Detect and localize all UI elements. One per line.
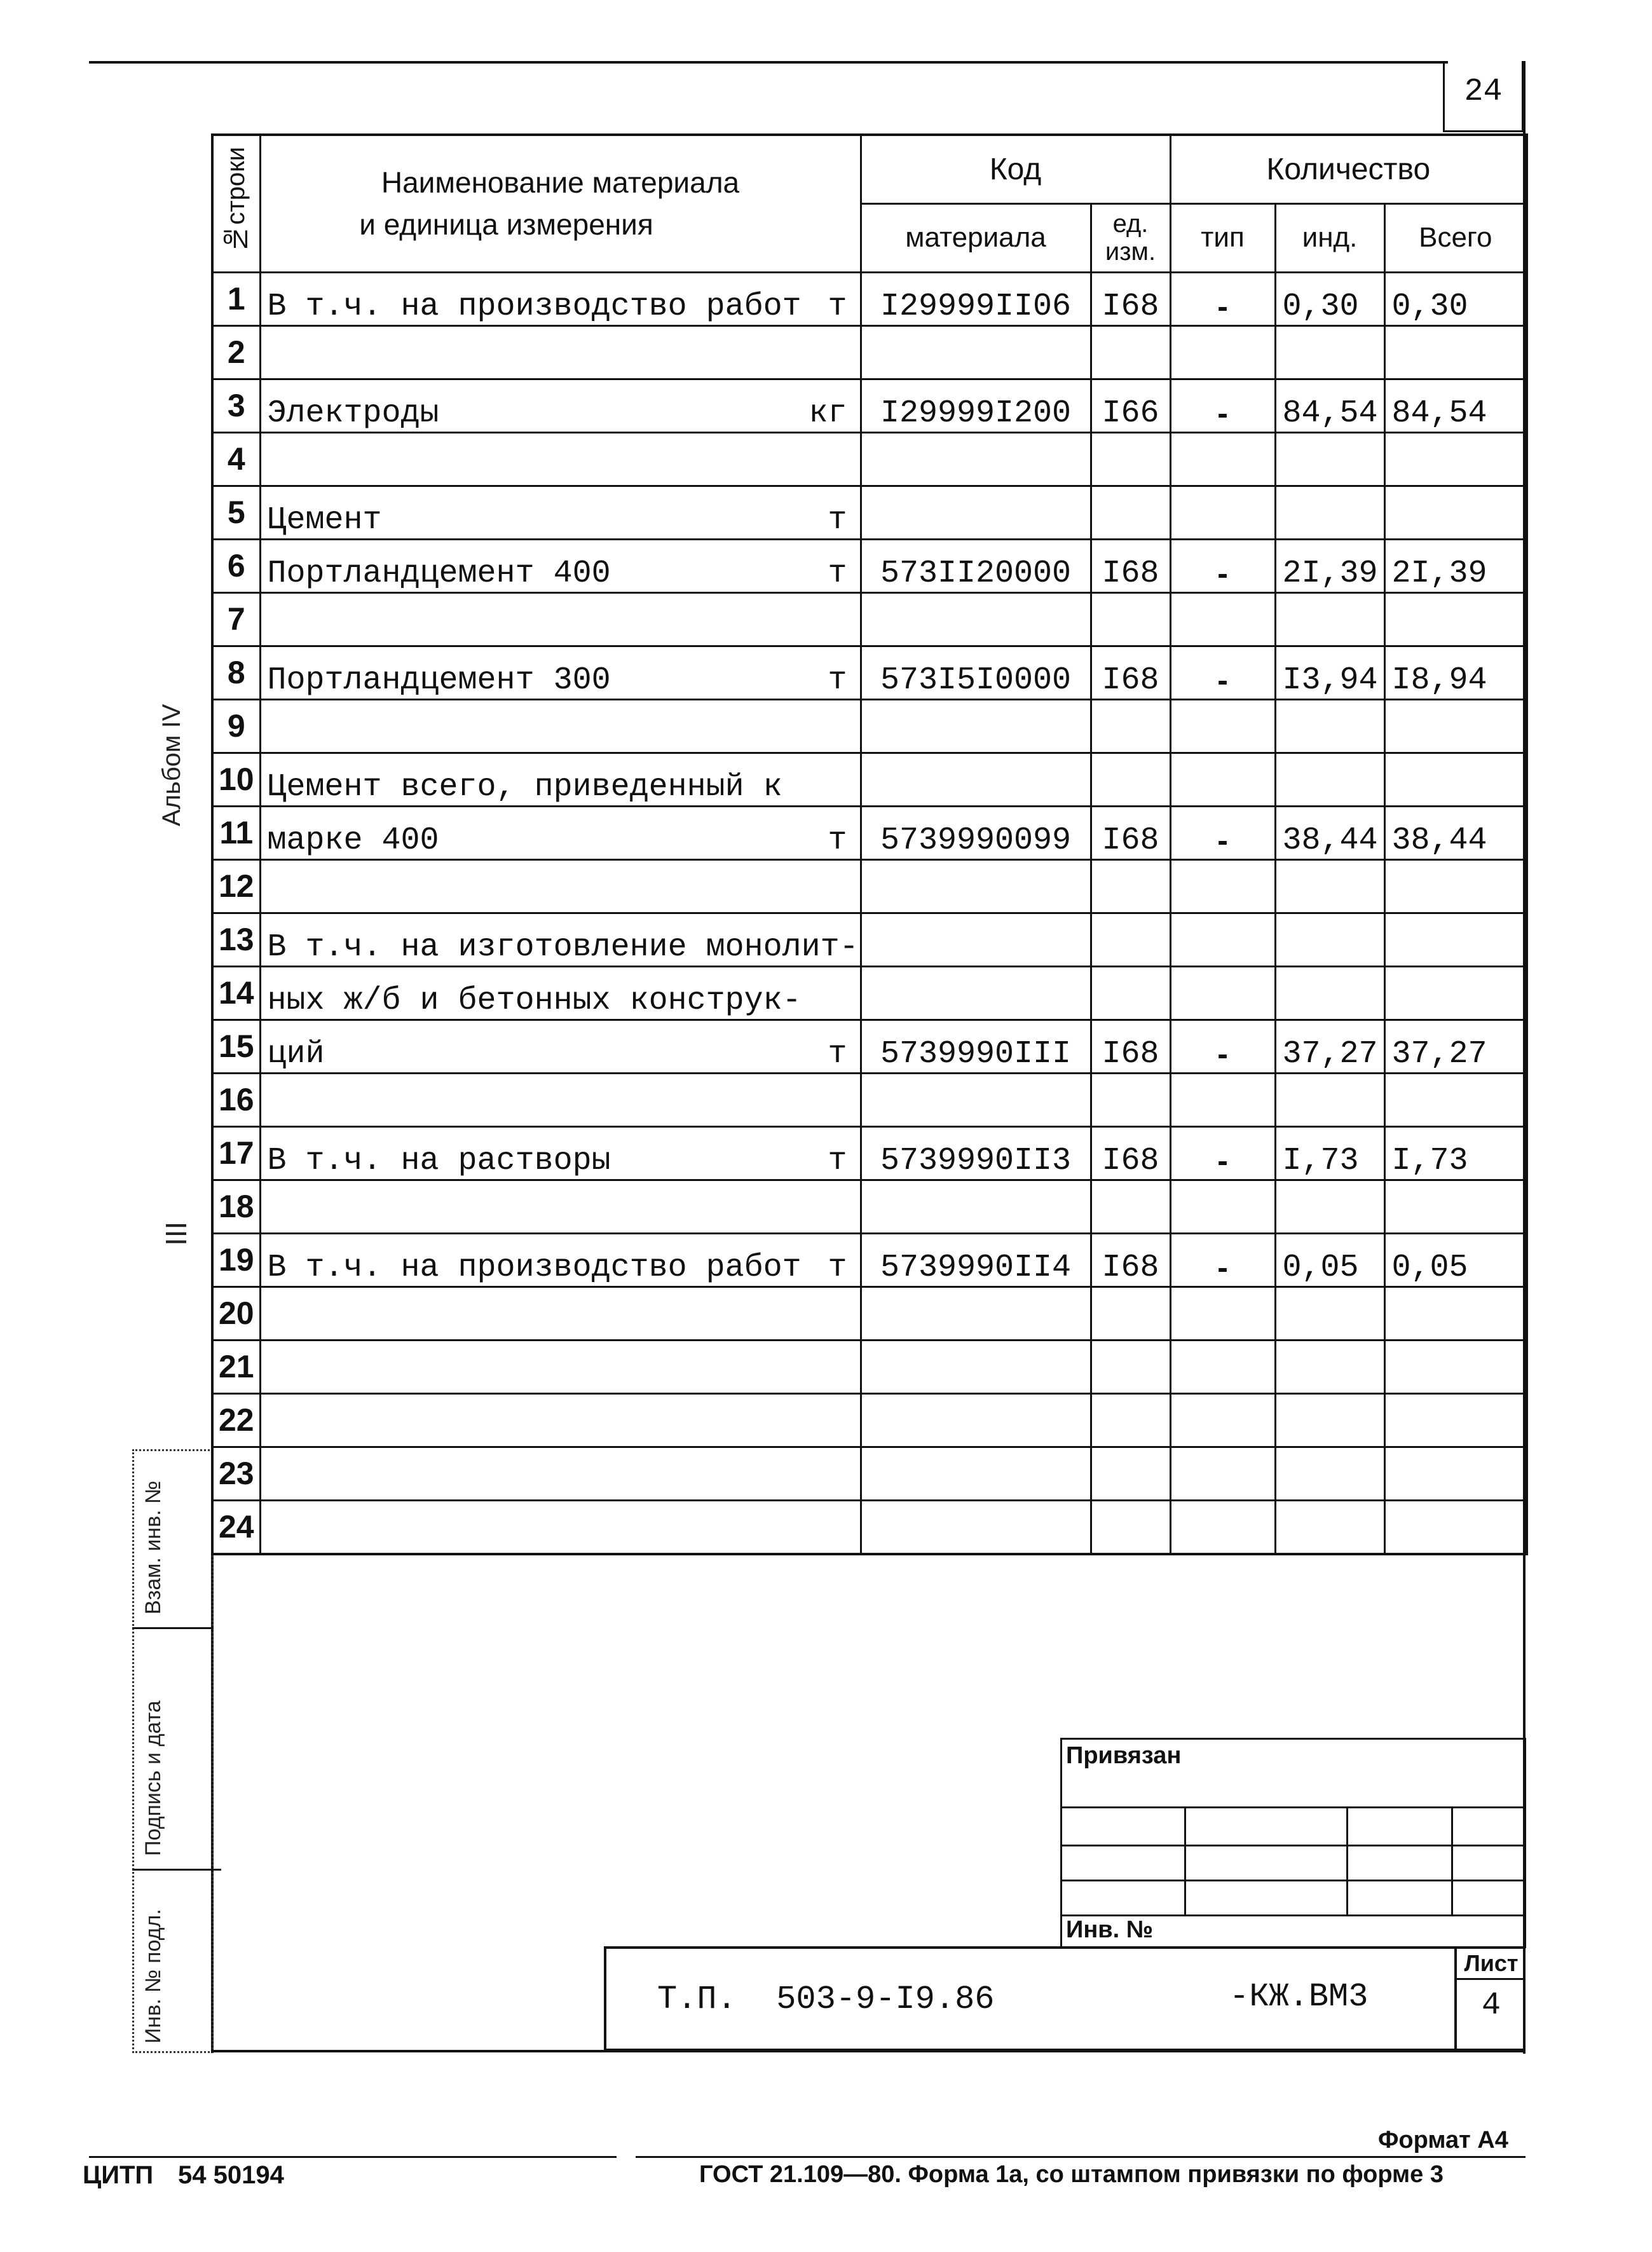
qty-total (1384, 1340, 1527, 1393)
qty-type (1170, 1180, 1275, 1233)
material-name-cell (260, 1500, 861, 1554)
material-name-cell (260, 325, 861, 379)
qty-type (1170, 592, 1275, 646)
table-row (212, 1073, 1527, 1126)
inv-podl-label: Инв. № подл. (141, 1909, 165, 2044)
material-name-cell (260, 753, 861, 806)
binding-stamp (1060, 1738, 1526, 1948)
doc-suffix: -КЖ.ВМ3 (1229, 1978, 1369, 2016)
table-row (212, 539, 1527, 592)
page-number-box (1443, 61, 1524, 132)
material-code (861, 592, 1091, 646)
qty-type (1170, 699, 1275, 753)
qty-type (1170, 966, 1275, 1020)
qty-type: - (1170, 379, 1275, 432)
qty-type: - (1170, 272, 1275, 325)
qty-total: 38,44 (1384, 806, 1527, 859)
qty-total (1384, 859, 1527, 913)
material-code: 5739990099 (861, 806, 1091, 859)
row-number: 17 (212, 1126, 260, 1180)
material-code (861, 966, 1091, 1020)
material-code (861, 913, 1091, 966)
material-code (861, 432, 1091, 486)
unit-code: I68 (1091, 1233, 1170, 1286)
row-number: 3 (212, 379, 260, 432)
qty-total: 0,05 (1384, 1233, 1527, 1286)
qty-total (1384, 913, 1527, 966)
material-unit: т (828, 288, 847, 325)
qty-ind: 84,54 (1275, 379, 1384, 432)
unit-code (1091, 592, 1170, 646)
material-unit: т (828, 1249, 847, 1286)
row-number: 24 (212, 1500, 260, 1554)
sheet-box (1454, 1946, 1526, 2051)
table-row (212, 1447, 1527, 1500)
table-row (212, 1500, 1527, 1554)
material-name-cell (260, 1180, 861, 1233)
qty-type (1170, 1073, 1275, 1126)
unit-code: I68 (1091, 1020, 1170, 1073)
material-name-cell (260, 1286, 861, 1340)
material-code: 573I5I0000 (861, 646, 1091, 699)
row-number: 8 (212, 646, 260, 699)
qty-ind (1275, 1286, 1384, 1340)
qty-total-header: Всего (1384, 203, 1527, 272)
row-number: 10 (212, 753, 260, 806)
material-name-cell (260, 1126, 861, 1180)
row-number: 7 (212, 592, 260, 646)
material-code (861, 1286, 1091, 1340)
material-name: марке 400 (267, 822, 439, 859)
material-name-cell (260, 1340, 861, 1393)
unit-code (1091, 966, 1170, 1020)
table-row (212, 1126, 1527, 1180)
unit-code-header: ед. изм. (1091, 203, 1170, 272)
row-number-header: №строки (212, 135, 260, 272)
qty-type (1170, 325, 1275, 379)
row-number: 19 (212, 1233, 260, 1286)
material-name: В т.ч. на производство работ (267, 288, 802, 325)
material-unit: т (828, 555, 847, 592)
material-unit: т (828, 662, 847, 699)
material-code: I29999I200 (861, 379, 1091, 432)
material-name: Электроды (267, 395, 439, 432)
qty-ind: 2I,39 (1275, 539, 1384, 592)
doc-code: Т.П. 503-9-I9.86 (657, 1981, 995, 2018)
material-code: 5739990III (861, 1020, 1091, 1073)
qty-ind: I3,94 (1275, 646, 1384, 699)
unit-code: I68 (1091, 806, 1170, 859)
unit-code (1091, 1073, 1170, 1126)
unit-code: I68 (1091, 539, 1170, 592)
table-row (212, 913, 1527, 966)
unit-code: I68 (1091, 272, 1170, 325)
qty-ind (1275, 592, 1384, 646)
materials-table (211, 133, 1528, 1555)
table-row (212, 859, 1527, 913)
material-code: 5739990II3 (861, 1126, 1091, 1180)
page-number: 24 (1464, 74, 1503, 110)
qty-total (1384, 592, 1527, 646)
side-divider-1 (132, 1627, 214, 1629)
row-number: 15 (212, 1020, 260, 1073)
material-name: Портландцемент 400 (267, 555, 611, 592)
qty-type: - (1170, 539, 1275, 592)
footer-format: Формат А4 (1378, 2127, 1508, 2153)
material-name-cell (260, 646, 861, 699)
material-name: ных ж/б и бетонных конструк- (267, 982, 802, 1019)
material-name: ций (267, 1035, 325, 1072)
material-name-cell (260, 1020, 861, 1073)
unit-code (1091, 1286, 1170, 1340)
table-row (212, 432, 1527, 486)
qty-type (1170, 432, 1275, 486)
table-row (212, 486, 1527, 539)
qty-type (1170, 1340, 1275, 1393)
material-name-cell (260, 592, 861, 646)
row-number: 5 (212, 486, 260, 539)
unit-code: I68 (1091, 1126, 1170, 1180)
unit-code (1091, 325, 1170, 379)
title-block (604, 1946, 1526, 2051)
material-code (861, 859, 1091, 913)
qty-type (1170, 859, 1275, 913)
qty-type (1170, 486, 1275, 539)
privyazan-label: Привязан (1062, 1739, 1526, 1808)
table-row (212, 1393, 1527, 1447)
qty-total (1384, 966, 1527, 1020)
qty-total: I,73 (1384, 1126, 1527, 1180)
material-name-cell (260, 966, 861, 1020)
footer-rule-right (636, 2156, 1526, 2158)
code-material-header: материала (861, 203, 1091, 272)
material-name-cell (260, 272, 861, 325)
qty-type (1170, 1286, 1275, 1340)
album-label: Альбом IV (158, 704, 186, 826)
material-code: 573II20000 (861, 539, 1091, 592)
qty-type: - (1170, 1233, 1275, 1286)
material-name-cell (260, 806, 861, 859)
unit-code (1091, 1340, 1170, 1393)
qty-ind (1275, 1393, 1384, 1447)
qty-ind (1275, 966, 1384, 1020)
qty-type (1170, 753, 1275, 806)
qty-ind (1275, 913, 1384, 966)
row-number: 4 (212, 432, 260, 486)
unit-code (1091, 1500, 1170, 1554)
row-number: 6 (212, 539, 260, 592)
qty-ind (1275, 325, 1384, 379)
material-name: Портландцемент 300 (267, 662, 611, 699)
qty-type: - (1170, 646, 1275, 699)
unit-code (1091, 699, 1170, 753)
material-name-cell (260, 1073, 861, 1126)
code-header: Код (861, 135, 1170, 203)
table-row (212, 1180, 1527, 1233)
row-number: 13 (212, 913, 260, 966)
qty-ind: 38,44 (1275, 806, 1384, 859)
material-name: В т.ч. на растворы (267, 1142, 611, 1179)
table-row (212, 966, 1527, 1020)
material-name-cell (260, 913, 861, 966)
material-code (861, 753, 1091, 806)
qty-total: 0,30 (1384, 272, 1527, 325)
table-row (212, 592, 1527, 646)
qty-total: I8,94 (1384, 646, 1527, 699)
qty-total (1384, 1393, 1527, 1447)
table-row (212, 699, 1527, 753)
unit-code (1091, 486, 1170, 539)
material-code (861, 1447, 1091, 1500)
table-row (212, 806, 1527, 859)
qty-total (1384, 325, 1527, 379)
table-row (212, 1020, 1527, 1073)
material-name: Цемент (267, 502, 382, 538)
material-name-cell (260, 1447, 861, 1500)
material-name-cell (260, 699, 861, 753)
qty-type: - (1170, 1020, 1275, 1073)
unit-code (1091, 1180, 1170, 1233)
row-number: 1 (212, 272, 260, 325)
roman-label: III (160, 1221, 193, 1246)
material-code: 5739990II4 (861, 1233, 1091, 1286)
vzam-label: Взам. инв. № (141, 1480, 165, 1614)
qty-type: - (1170, 1126, 1275, 1180)
sheet-label: Лист (1457, 1946, 1526, 1980)
qty-total (1384, 1286, 1527, 1340)
qty-ind: 37,27 (1275, 1020, 1384, 1073)
row-number: 2 (212, 325, 260, 379)
qty-type (1170, 1393, 1275, 1447)
qty-total: 2I,39 (1384, 539, 1527, 592)
unit-code: I66 (1091, 379, 1170, 432)
inv-no-label: Инв. № (1062, 1916, 1526, 1948)
qty-type: - (1170, 806, 1275, 859)
material-name: В т.ч. на производство работ (267, 1249, 802, 1286)
material-unit: т (828, 502, 847, 538)
qty-type (1170, 1500, 1275, 1554)
material-code (861, 1340, 1091, 1393)
footer-org: ЦИТП (83, 2161, 154, 2189)
material-name-cell (260, 1393, 861, 1447)
qty-ind (1275, 1500, 1384, 1554)
table-row (212, 646, 1527, 699)
footer-rule-left (89, 2156, 617, 2158)
row-number: 18 (212, 1180, 260, 1233)
row-number: 23 (212, 1447, 260, 1500)
footer-gost: ГОСТ 21.109—80. Форма 1а, со штампом привязки по форме 3 (699, 2161, 1444, 2188)
qty-total (1384, 432, 1527, 486)
name-header: Наименование материала и единица измерения (260, 135, 861, 272)
material-name: Цемент всего, приведенный к (267, 768, 782, 805)
table-row (212, 379, 1527, 432)
qty-total (1384, 486, 1527, 539)
qty-ind (1275, 432, 1384, 486)
sheet-number: 4 (1481, 1988, 1501, 2024)
qty-total: 84,54 (1384, 379, 1527, 432)
footer-order: 54 50194 (178, 2161, 284, 2189)
material-code (861, 325, 1091, 379)
material-name-cell (260, 539, 861, 592)
qty-total (1384, 699, 1527, 753)
material-name-cell (260, 432, 861, 486)
row-number: 16 (212, 1073, 260, 1126)
table-row (212, 1340, 1527, 1393)
top-rule (89, 61, 1448, 64)
qty-type-header: тип (1170, 203, 1275, 272)
unit-code: I68 (1091, 646, 1170, 699)
unit-code (1091, 1447, 1170, 1500)
table-row (212, 1233, 1527, 1286)
qty-total (1384, 753, 1527, 806)
qty-total (1384, 1180, 1527, 1233)
table-row (212, 272, 1527, 325)
qty-total: 37,27 (1384, 1020, 1527, 1073)
row-number: 22 (212, 1393, 260, 1447)
row-number: 14 (212, 966, 260, 1020)
material-code (861, 1073, 1091, 1126)
material-name-cell (260, 1233, 861, 1286)
qty-ind (1275, 1180, 1384, 1233)
unit-code (1091, 432, 1170, 486)
qty-ind (1275, 699, 1384, 753)
material-code (861, 1500, 1091, 1554)
material-code: I29999II06 (861, 272, 1091, 325)
material-unit: кг (809, 395, 847, 432)
qty-ind (1275, 486, 1384, 539)
material-unit: т (828, 1142, 847, 1179)
qty-ind: 0,30 (1275, 272, 1384, 325)
row-number: 12 (212, 859, 260, 913)
side-divider-3 (132, 1869, 221, 1871)
material-name-cell (260, 859, 861, 913)
qty-total (1384, 1447, 1527, 1500)
qty-type (1170, 913, 1275, 966)
qty-ind (1275, 859, 1384, 913)
material-code (861, 699, 1091, 753)
unit-code (1091, 859, 1170, 913)
material-unit: т (828, 1035, 847, 1072)
material-unit: т (828, 822, 847, 859)
row-number: 20 (212, 1286, 260, 1340)
qty-total (1384, 1073, 1527, 1126)
material-name-cell (260, 379, 861, 432)
row-number: 21 (212, 1340, 260, 1393)
qty-ind (1275, 1447, 1384, 1500)
qty-ind: I,73 (1275, 1126, 1384, 1180)
quantity-header: Количество (1170, 135, 1527, 203)
podpis-label: Подпись и дата (141, 1700, 165, 1856)
unit-code (1091, 913, 1170, 966)
unit-code (1091, 753, 1170, 806)
table-row (212, 1286, 1527, 1340)
qty-ind: 0,05 (1275, 1233, 1384, 1286)
qty-total (1384, 1500, 1527, 1554)
material-code (861, 1393, 1091, 1447)
material-name-cell (260, 486, 861, 539)
material-name: В т.ч. на изготовление монолит- (267, 929, 859, 966)
unit-code (1091, 1393, 1170, 1447)
qty-ind-header: инд. (1275, 203, 1384, 272)
qty-ind (1275, 753, 1384, 806)
row-number: 11 (212, 806, 260, 859)
qty-ind (1275, 1073, 1384, 1126)
material-code (861, 1180, 1091, 1233)
material-code (861, 486, 1091, 539)
table-row (212, 325, 1527, 379)
qty-type (1170, 1447, 1275, 1500)
table-row (212, 753, 1527, 806)
qty-ind (1275, 1340, 1384, 1393)
row-number: 9 (212, 699, 260, 753)
